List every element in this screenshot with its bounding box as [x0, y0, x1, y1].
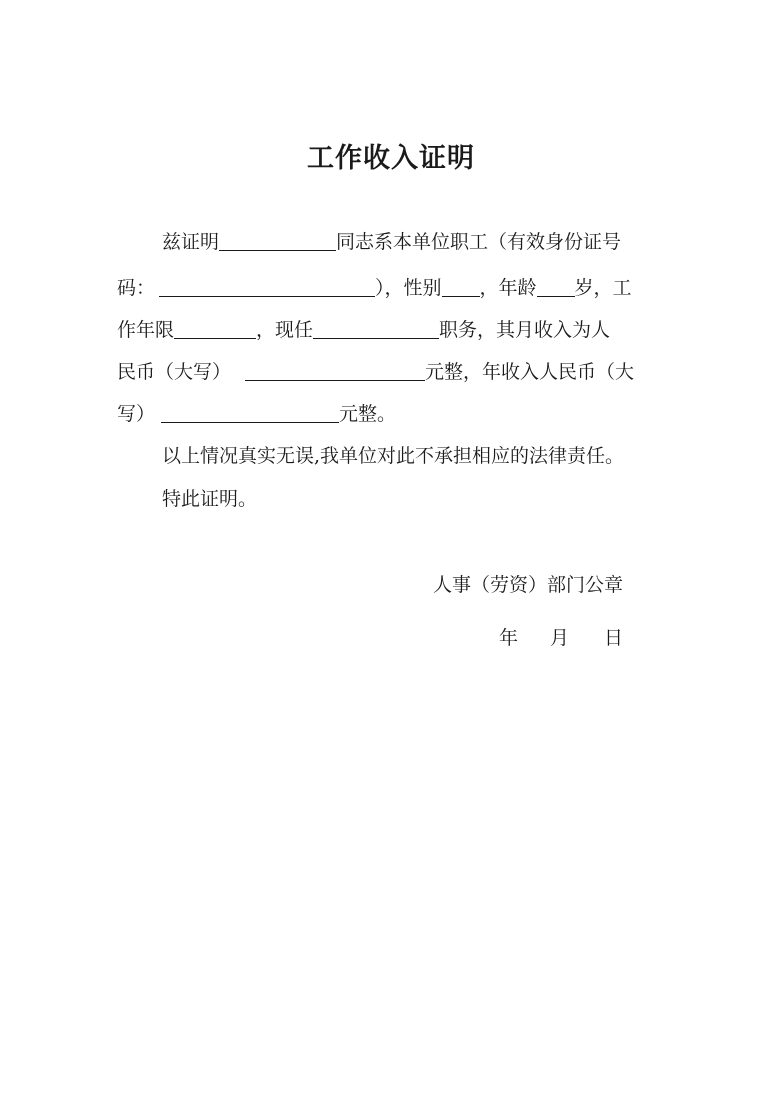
body-line-5: [117, 402, 396, 426]
text-monthly-income: 职务，其月收入为人: [439, 319, 611, 341]
date-year-label: 年: [499, 627, 519, 649]
text-current-post: ，现任: [256, 319, 314, 341]
date-day-label: 日: [604, 627, 624, 649]
blank-name[interactable]: [219, 232, 336, 251]
body-line-1: [162, 230, 621, 254]
text-whole: 元整。: [339, 403, 397, 425]
blank-id-number[interactable]: [159, 278, 375, 297]
blank-gender[interactable]: [442, 278, 480, 297]
blank-position[interactable]: [313, 320, 439, 339]
blank-annual-amount[interactable]: [161, 404, 339, 423]
text-code: 码：: [117, 277, 156, 299]
date-month-label: 月: [550, 627, 570, 649]
blank-work-years[interactable]: [174, 320, 256, 339]
text-work-years: 作年限: [117, 319, 175, 341]
text-years-work: 岁，工: [574, 277, 632, 299]
text-gender: ），性别: [375, 277, 442, 299]
seal-label: 人事（劳资）部门公章: [433, 574, 624, 596]
closing-paragraph: 特此证明。: [162, 488, 258, 510]
body-line-3: [117, 318, 610, 342]
text-annual-income: 元整，年收入人民币（大: [425, 361, 635, 383]
text-rmb-capital: 民币（大写）: [117, 361, 232, 383]
text-staff-id-prefix: 同志系本单位职工（有效身份证号: [336, 231, 622, 253]
blank-age[interactable]: [537, 278, 575, 297]
text-age: ，年龄: [479, 277, 537, 299]
body-line-2: [117, 276, 632, 300]
text-certify: 兹证明: [162, 231, 220, 253]
body-line-4: [117, 360, 634, 384]
blank-monthly-amount[interactable]: [245, 362, 425, 381]
statement-paragraph: 以上情况真实无误,我单位对此不承担相应的法律责任。: [162, 445, 625, 467]
text-capital: 写）: [117, 403, 156, 425]
document-title: 工作收入证明: [307, 143, 475, 174]
